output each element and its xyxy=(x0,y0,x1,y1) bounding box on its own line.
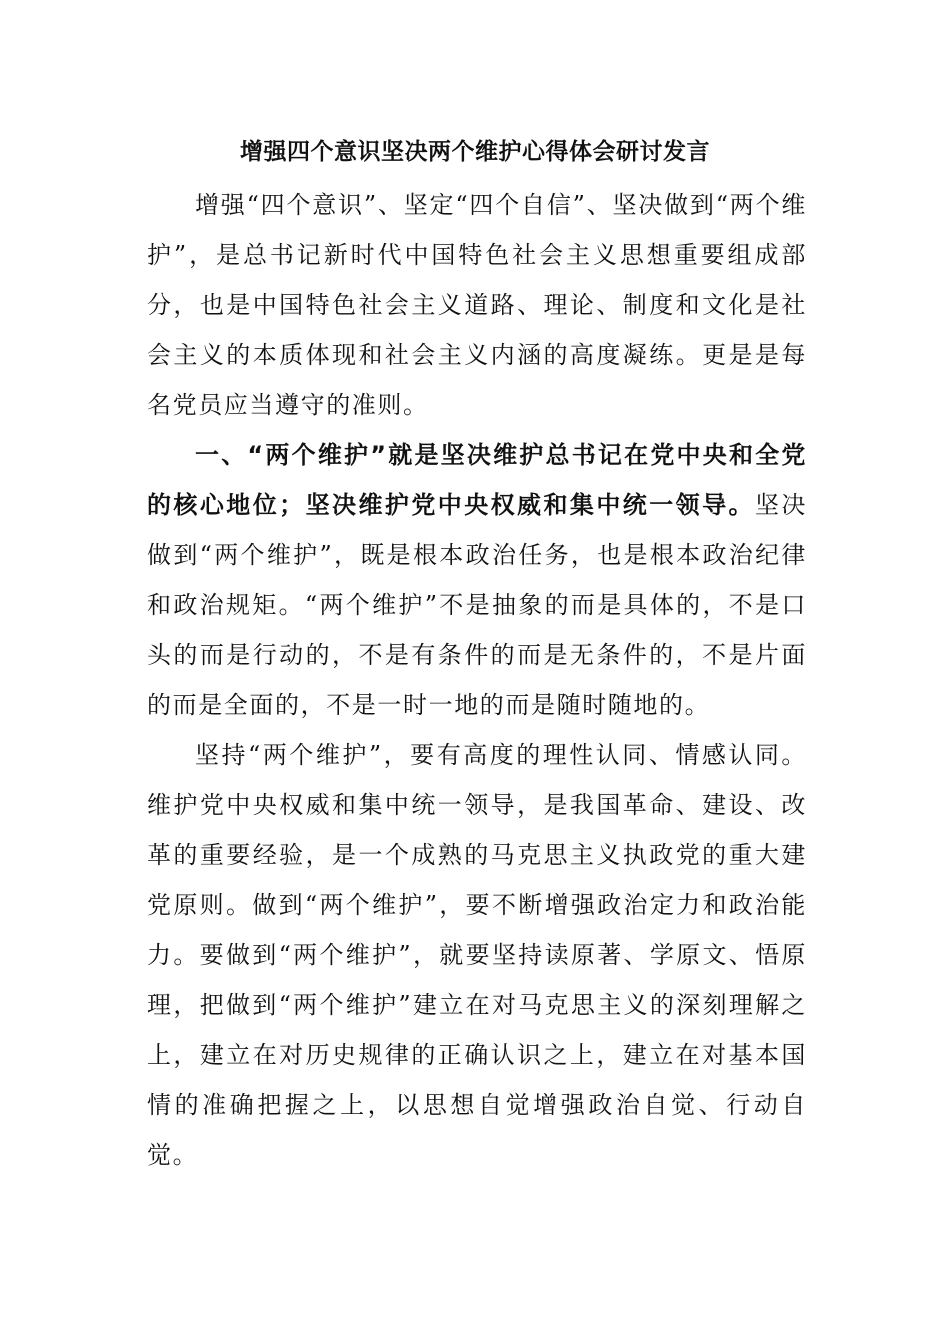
document-body xyxy=(147,180,807,1180)
document-title: 增强四个意识坚决两个维护心得体会研讨发言 xyxy=(240,139,710,165)
paragraph-section-one xyxy=(147,430,807,730)
section-heading: 一、“两个维护”就是坚决维护总书记在党中央和全党的核心地位；坚决维护党中央权威和集中统一领导。 xyxy=(147,441,807,519)
paragraph-intro xyxy=(147,180,807,430)
paragraph-text: 坚决做到“两个维护”，既是根本政治任务，也是根本政治纪律和政治规矩。“两个维护”不是抽象的而是具体的，不是口头的而是行动的，不是有条件的而是无条件的，不是片面的而是全面的，不是一时一地的而是随时随地的。 xyxy=(147,491,807,719)
paragraph-text: 坚持“两个维护”，要有高度的理性认同、情感认同。维护党中央权威和集中统一领导，是我国革命、建设、改革的重要经验，是一个成熟的马克思主义执政党的重大建党原则。做到“两个维护”，要不断增强政治定力和政治能力。要做到“两个维护”，就要坚持读原著、学原文、悟原理，把做到“两个维护”建立在对马克思主义的深刻理解之上，建立在对历史规律的正确认识之上，建立在对基本国情的准确把握之上，以思想自觉增强政治自觉、行动自觉。 xyxy=(147,741,807,1169)
paragraph-adherence xyxy=(147,730,807,1180)
paragraph-text: 增强“四个意识”、坚定“四个自信”、坚决做到“两个维护”，是总书记新时代中国特色社会主义思想重要组成部分，也是中国特色社会主义道路、理论、制度和文化是社会主义的本质体现和社会主义内涵的高度凝练。更是是每名党员应当遵守的准则。 xyxy=(147,191,807,419)
